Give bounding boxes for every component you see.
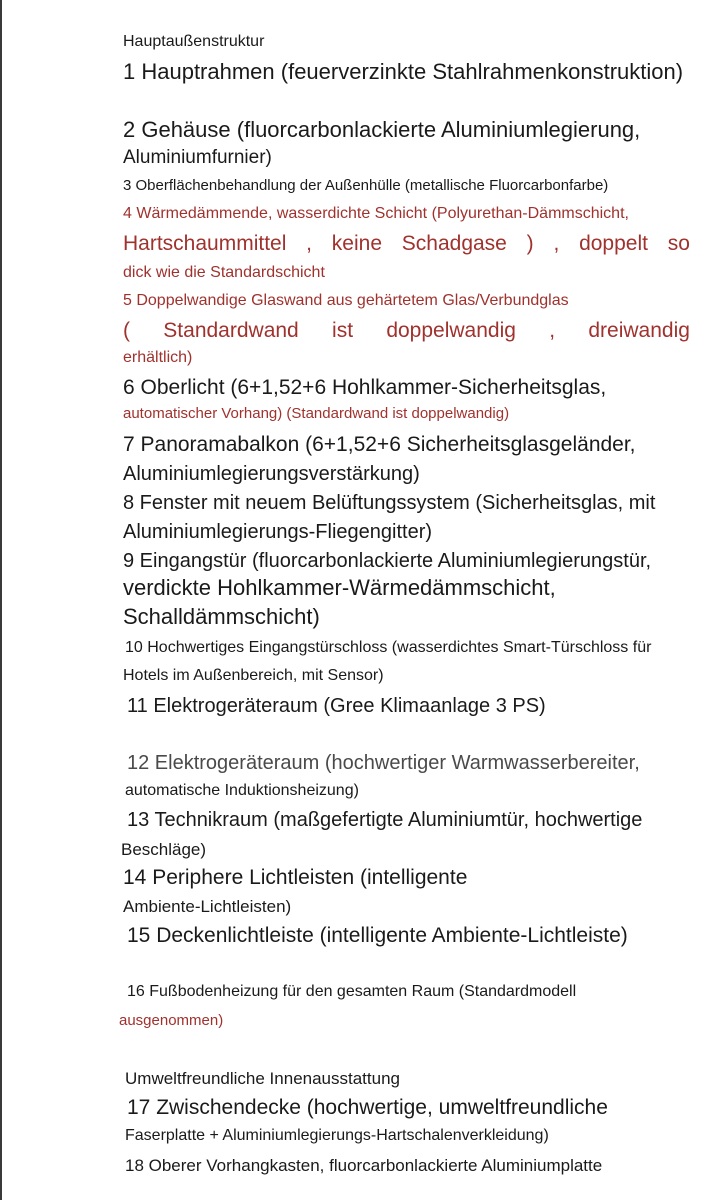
item-7-line-1: 7 Panoramabalkon (6+1,52+6 Sicherheitsglasgeländer, <box>123 433 636 456</box>
item-7-line-2: Aluminiumlegierungsverstärkung) <box>123 463 420 485</box>
item-4-line-3: dick wie die Standardschicht <box>123 264 325 281</box>
item-4-word: ) <box>526 232 534 255</box>
item-4-word: so <box>667 232 690 255</box>
item-5-word: ( <box>123 319 130 342</box>
item-16-line-2: ausgenommen) <box>119 1012 224 1029</box>
item-4-line-1: 4 Wärmedämmende, wasserdichte Schicht (Polyurethan-Dämmschicht, <box>123 205 629 222</box>
item-4-word: doppelt <box>579 232 648 255</box>
item-6-line-1: 6 Oberlicht (6+1,52+6 Hohlkammer-Sicherheitsglas, <box>123 376 607 399</box>
item-4-word: , <box>306 232 313 255</box>
item-2-line-2: Aluminiumfurnier) <box>123 147 272 168</box>
item-14-line-1: 14 Periphere Lichtleisten (intelligente <box>123 866 468 889</box>
item-18: 18 Oberer Vorhangkasten, fluorcarbonlackierte Aluminiumplatte <box>125 1156 603 1175</box>
item-2-line-1: 2 Gehäuse (fluorcarbonlackierte Aluminiumlegierung, <box>123 117 641 142</box>
item-10-line-2: Hotels im Außenbereich, mit Sensor) <box>123 667 384 684</box>
item-5-word: ist <box>332 319 354 342</box>
item-4-word: keine <box>331 232 382 255</box>
item-3: 3 Oberflächenbehandlung der Außenhülle (metallische Fluorcarbonfarbe) <box>123 177 609 194</box>
item-8-line-2: Aluminiumlegierungs-Fliegengitter) <box>123 521 433 543</box>
item-4-word: , <box>553 232 560 255</box>
item-4-line-2 <box>123 233 690 254</box>
item-1: 1 Hauptrahmen (feuerverzinkte Stahlrahmenkonstruktion) <box>123 59 684 84</box>
item-8-line-1: 8 Fenster mit neuem Belüftungssystem (Sicherheitsglas, mit <box>123 492 656 514</box>
item-9-line-3: Schalldämmschicht) <box>123 604 320 629</box>
item-5-word: Standardwand <box>163 319 299 342</box>
item-5-line-3: erhältlich) <box>123 349 193 366</box>
item-13-line-2: Beschläge) <box>121 840 207 859</box>
item-14-line-2: Ambiente-Lichtleisten) <box>123 897 292 916</box>
item-11: 11 Elektrogeräteraum (Gree Klimaanlage 3 PS) <box>127 695 546 717</box>
item-15: 15 Deckenlichtleiste (intelligente Ambiente-Lichtleiste) <box>127 924 628 947</box>
item-9-line-2: verdickte Hohlkammer-Wärmedämmschicht, <box>123 575 556 600</box>
item-9-line-1: 9 Eingangstür (fluorcarbonlackierte Aluminiumlegierungstür, <box>123 550 652 572</box>
item-5-line-2 <box>123 320 690 341</box>
item-12-line-1: 12 Elektrogeräteraum (hochwertiger Warmwasserbereiter, <box>127 752 640 774</box>
item-5-word: dreiwandig <box>588 319 690 342</box>
item-4-word: Hartschaummittel <box>123 232 287 255</box>
section-heading-interior: Umweltfreundliche Innenausstattung <box>125 1069 400 1088</box>
item-4-word: Schadgase <box>401 232 507 255</box>
item-10-line-1: 10 Hochwertiges Eingangstürschloss (wasserdichtes Smart-Türschloss für <box>125 639 652 656</box>
item-16-line-1: 16 Fußbodenheizung für den gesamten Raum (Standardmodell <box>127 983 577 1000</box>
section-heading-exterior: Hauptaußenstruktur <box>123 33 265 50</box>
item-5-word: , <box>549 319 556 342</box>
item-17-line-2: Faserplatte + Aluminiumlegierungs-Hartschalenverkleidung) <box>125 1127 549 1144</box>
item-5-line-1: 5 Doppelwandige Glaswand aus gehärtetem Glas/Verbundglas <box>123 292 569 309</box>
left-border-line <box>0 0 2 1200</box>
item-6-line-2: automatischer Vorhang) (Standardwand ist doppelwandig) <box>123 405 510 422</box>
item-12-line-2: automatische Induktionsheizung) <box>125 782 359 799</box>
item-5-word: doppelwandig <box>386 319 516 342</box>
item-17-line-1: 17 Zwischendecke (hochwertige, umweltfreundliche <box>127 1096 608 1119</box>
item-13-line-1: 13 Technikraum (maßgefertigte Aluminiumtür, hochwertige <box>127 809 643 831</box>
